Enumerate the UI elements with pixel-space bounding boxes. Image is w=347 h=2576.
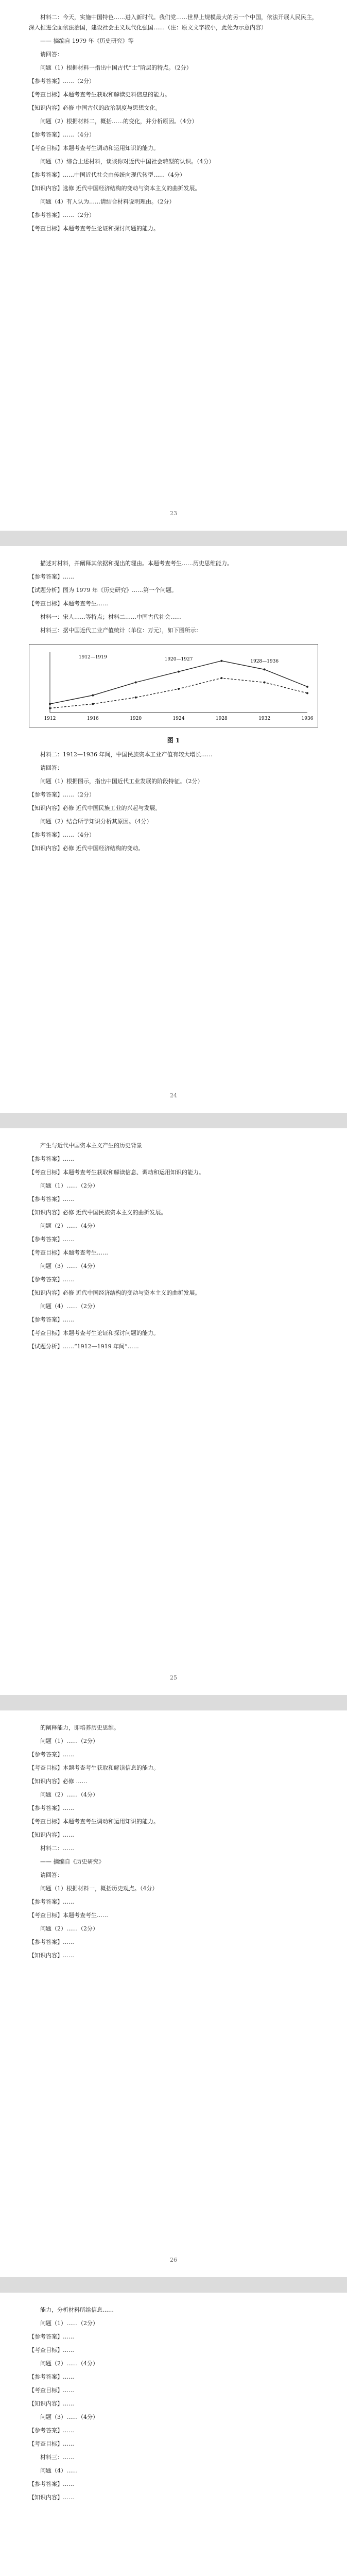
question-text: 问题（3）……（4分） [40,2414,98,2420]
answer-note: 【考查目标】本题考查考生获取和解读信息、调动和运用知识的能力。 [29,1169,204,1176]
answer-note: 【参考答案】…… [29,1805,74,1811]
paragraph: 材料二：…… [40,1845,74,1852]
answer-note: 【知识内容】必修 近代中国民族工业的兴起与发展。 [29,805,161,811]
document-page [0,1128,347,1695]
answer-note: 【考查目标】…… [29,2387,74,2394]
answer-note: 【考查目标】本题考查考生…… [29,1249,108,1256]
answer-note: 【参考答案】…… [29,2427,74,2434]
data-point [135,682,137,684]
data-point [178,671,180,673]
answer-note: 【知识内容】…… [29,2400,74,2407]
question-text: 问题（2）根据材料二，概括……的变化，并分析原因。（4分） [40,118,198,125]
data-point [49,703,51,705]
question-text: 问题（4）……（2分） [40,1303,98,1310]
data-point [264,682,266,684]
x-tick-label: 1912 [44,716,56,721]
paragraph: 能力，分析材料所给信息…… [40,2307,114,2313]
answer-note: 【知识内容】…… [29,2494,74,2501]
question-text: 问题（2）……（4分） [40,1791,98,1798]
paragraph: —— 摘编自 1979 年《历史研究》等 [40,38,134,44]
answer-note: 【参考答案】…… [29,2481,74,2487]
series-line [50,661,307,704]
answer-note: 【知识内容】选修 近代中国经济结构的变动与资本主义的曲折发展。 [29,185,201,192]
page-number: 23 [170,510,177,517]
answer-note: 【考查目标】本题考查考生论证和探讨问题的能力。 [29,225,159,232]
line-chart [29,644,318,727]
question-text: 问题（2）……（4分） [40,1223,98,1229]
answer-note: 【参考答案】…… [29,1156,74,1162]
answer-note: 【考查目标】本题考查考生调动和运用知识的能力。 [29,145,159,151]
paragraph: 的阐释能力，即培养历史思维。 [40,1724,119,1731]
answer-note: 【参考答案】…… [29,2374,74,2380]
answer-note: 【参考答案】……（2分） [29,78,95,84]
data-point [306,686,308,688]
data-point [135,697,137,699]
question-text: 问题（2）结合所学知识分析其原因。（4分） [40,818,152,825]
answer-note: 【考查目标】…… [29,2347,74,2353]
paragraph: 请回答： [40,1872,63,1878]
answer-note: 【知识内容】…… [29,1832,74,1838]
paragraph: 材料二：今天，实施中国特色……进入新时代。我们党……世界上规模最大的另一个中国，依法开展人民民主，深入推进全面依法治国，建设社会主义现代化强国……（注：原文文字较小，此处为示意内容） [29,14,318,31]
data-point [264,668,266,670]
data-point [220,660,222,662]
question-text: 问题（1）根据材料一指出中国古代“士”阶层的特点。（2分） [40,64,192,71]
data-point [306,692,308,694]
question-text: 问题（1）……（2分） [40,2320,98,2327]
document-page [0,546,347,1113]
data-point [49,707,51,709]
chart-annotation: 1920—1927 [164,657,193,662]
question-text: 问题（4）有人认为……请结合材料说明理由。（2分） [40,198,175,205]
paragraph: 材料二：1912—1936 年间，中国民族资本工业产值有较大增长…… [40,751,213,758]
figure-caption: 图 1 [167,737,180,744]
paragraph: 请回答： [40,51,63,58]
answer-note: 【参考答案】…… [29,1196,74,1202]
answer-note: 【考查目标】本题考查考生论证和探讨问题的能力。 [29,1330,159,1336]
page-separator [0,1113,347,1128]
paragraph: 材料三：…… [40,2454,74,2461]
paragraph: 材料一：宋人……等特点；材料二……中国古代社会…… [40,614,182,620]
answer-note: 【考查目标】本题考查考生获取和解读信息的能力。 [29,1765,159,1771]
answer-note: 【参考答案】…… [29,1316,74,1323]
page-separator [0,531,347,546]
series-line [50,678,307,708]
answer-note: 【参考答案】…… [29,1939,74,1945]
question-text: 问题（1）……（2分） [40,1182,98,1189]
answer-note: 【参考答案】…… [29,1276,74,1283]
page-number: 25 [170,1674,177,1681]
answer-note: 【参考答案】…… [29,1751,74,1758]
answer-note: 【参考答案】……（4分） [29,131,95,138]
question-text: 问题（1）……（2分） [40,1738,98,1744]
question-text: 问题（4）…… [40,2467,78,2474]
x-tick-label: 1936 [301,716,314,721]
page-separator [0,1695,347,1710]
document-page [0,0,347,531]
answer-note: 【参考答案】…… [29,573,74,580]
answer-note: 【参考答案】…… [29,1899,74,1905]
answer-note: 【参考答案】……（4分） [29,832,95,838]
chart-annotation: 1912—1919 [78,655,107,660]
question-text: 问题（2）……（2分） [40,1925,98,1932]
answer-note: 【考查目标】本题考查考生…… [29,1912,108,1919]
paragraph: 材料三：据中国近代工业产值统计（单位：万元），如下图所示： [40,627,202,634]
question-text: 问题（1）根据图示，指出中国近代工业发展的阶段特征。（2分） [40,778,203,785]
answer-note: 【考查目标】本题考查考生调动和运用知识的能力。 [29,1818,159,1825]
answer-note: 【参考答案】……（2分） [29,212,95,218]
answer-note: 【参考答案】…… [29,1236,74,1243]
answer-note: 【考查目标】本题考查考生…… [29,600,108,607]
answer-note: 【知识内容】必修 …… [29,1778,88,1785]
answer-note: 【参考答案】……（2分） [29,791,95,798]
document-page [0,1710,347,2277]
answer-note: 【参考答案】……中国近代社会由传统向现代转型……（4分） [29,172,185,178]
paragraph: —— 摘编自《历史研究》 [40,1858,105,1865]
question-text: 问题（1）根据材料一，概括历史观点。（4分） [40,1885,158,1892]
x-tick-label: 1916 [86,716,99,721]
question-text: 问题（2）……（4分） [40,2360,98,2367]
page-separator [0,2277,347,2293]
question-text: 问题（3）综合上述材料，谈谈你对近代中国社会转型的认识。（4分） [40,158,215,165]
answer-note: 【知识内容】必修 近代中国经济结构的变动。 [29,845,144,852]
page-number: 26 [170,2257,177,2263]
answer-note: 【考查目标】本题考查考生获取和解读史料信息的能力。 [29,91,170,98]
answer-note: 【知识内容】必修 近代中国经济结构的变动与资本主义的曲折发展。 [29,1290,201,1296]
answer-note: 【试题分析】图为 1979 年《历史研究》……第一个问题。 [29,587,177,594]
answer-note: 【知识内容】必修 中国古代的政治制度与思想文化。 [29,105,161,111]
paragraph: 产生与近代中国资本主义产生的历史背景 [40,1142,142,1149]
x-tick-label: 1932 [258,716,271,721]
paragraph: 描述对材料，并阐释其依据和提出的理由。本题考查考生……历史思维能力。 [40,560,233,567]
paragraph: 请回答： [40,765,63,771]
answer-note: 【参考答案】…… [29,2333,74,2340]
answer-note: 【考查目标】…… [29,2441,74,2447]
document-page [0,2293,347,2576]
data-point [220,677,222,679]
data-point [92,694,94,697]
question-text: 问题（3）……（4分） [40,1263,98,1269]
x-tick-label: 1924 [172,716,185,721]
data-point [178,688,180,690]
x-tick-label: 1920 [130,716,142,721]
chart-annotation: 1928—1936 [250,659,279,664]
page-number: 24 [170,1092,177,1099]
answer-note: 【知识内容】…… [29,1952,74,1959]
data-point [92,703,94,705]
x-tick-label: 1928 [215,716,228,721]
answer-note: 【试题分析】……“1912—1919 年间”…… [29,1343,139,1350]
answer-note: 【知识内容】必修 近代中国民族资本主义的曲折发展。 [29,1209,167,1216]
